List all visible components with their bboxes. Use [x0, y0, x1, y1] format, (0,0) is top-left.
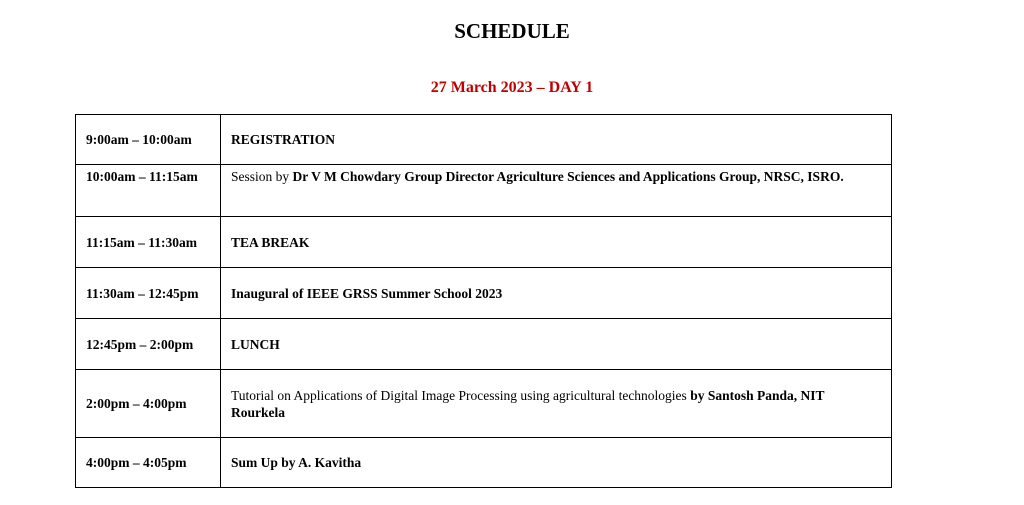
table-row: [76, 370, 892, 438]
table-row: [76, 268, 892, 319]
speaker-text: Dr V M Chowdary Group Director Agriculture Sciences and Applications Group, NRSC, ISRO.: [292, 169, 844, 184]
time-cell: 11:15am – 11:30am: [76, 217, 221, 268]
day-heading: 27 March 2023 – DAY 1: [430, 79, 594, 96]
event-text: Sum Up by A. Kavitha: [231, 455, 362, 470]
time-cell: 9:00am – 10:00am: [76, 115, 221, 165]
table-row: [76, 115, 892, 165]
event-cell: [221, 319, 892, 370]
event-cell: [221, 370, 892, 438]
time-cell: 10:00am – 11:15am: [76, 165, 221, 217]
table-row: [76, 319, 892, 370]
table-row: [76, 438, 892, 488]
page-title: SCHEDULE: [454, 19, 570, 43]
time-cell: 11:30am – 12:45pm: [76, 268, 221, 319]
event-cell: [221, 268, 892, 319]
event-text: Tutorial on Applications of Digital Image Processing using agricultural technologies: [231, 387, 691, 403]
event-text: Session by: [231, 169, 293, 184]
event-text: LUNCH: [231, 336, 280, 352]
event-cell: [221, 165, 892, 217]
event-cell: [221, 115, 892, 165]
event-text: REGISTRATION: [231, 132, 336, 147]
event-cell: [221, 217, 892, 268]
time-cell: 12:45pm – 2:00pm: [76, 319, 221, 370]
table-row: [76, 217, 892, 268]
time-cell: 2:00pm – 4:00pm: [76, 370, 221, 438]
time-cell: 4:00pm – 4:05pm: [76, 438, 221, 488]
speaker-text: by Santosh Panda, NIT Rourkela: [231, 387, 825, 420]
schedule-table: [75, 114, 892, 488]
table-row: [76, 165, 892, 217]
event-cell: [221, 438, 892, 488]
event-text: Inaugural of IEEE GRSS Summer School 2023: [231, 285, 503, 301]
event-text: TEA BREAK: [231, 234, 310, 250]
